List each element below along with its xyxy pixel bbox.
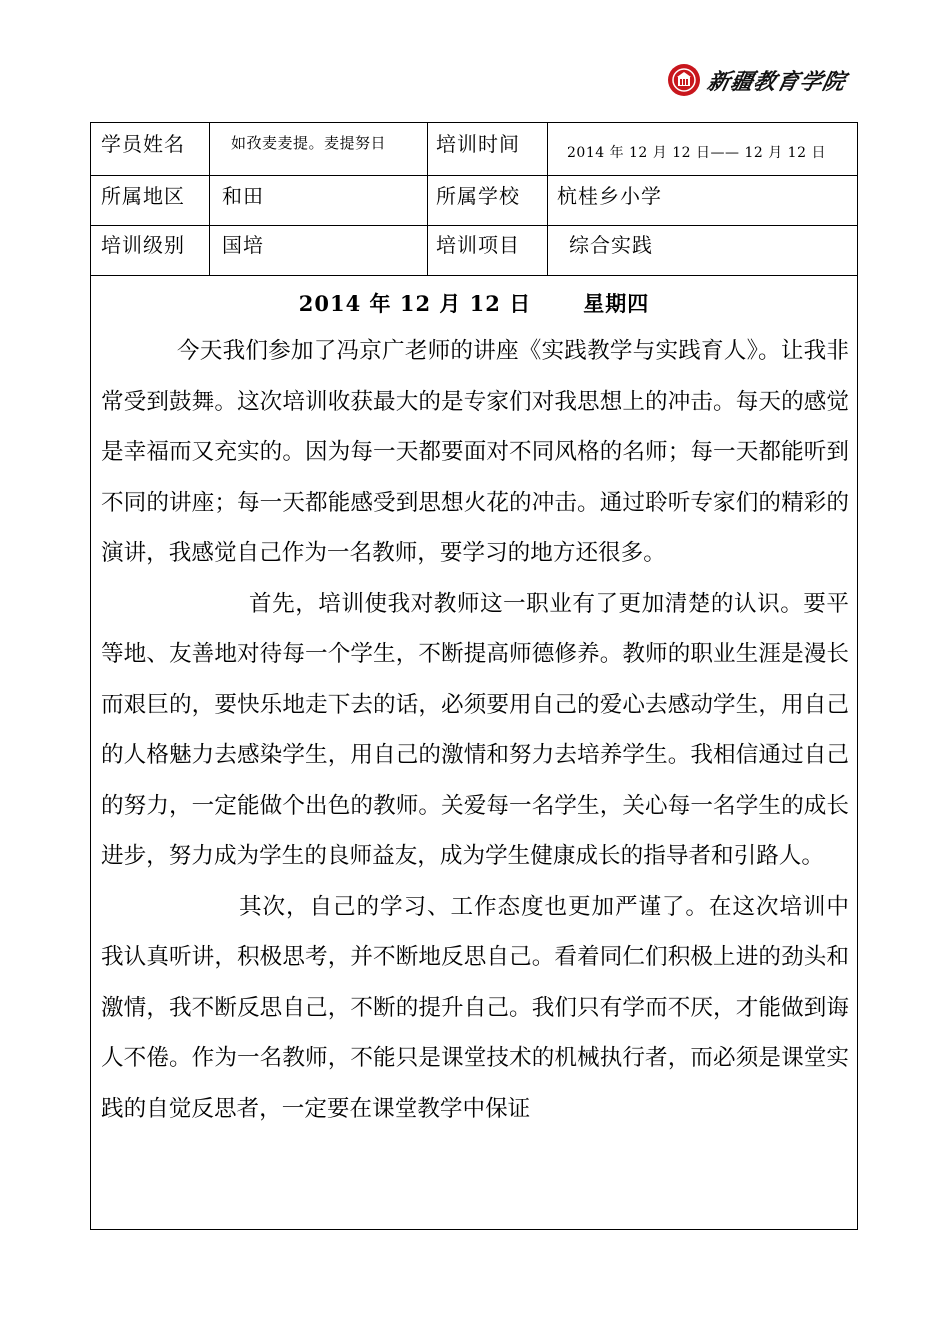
column-divider [547,123,548,276]
column-divider [209,123,210,276]
region-value: 和田 [222,184,264,208]
level-value: 国培 [222,233,264,257]
column-divider [427,123,428,276]
project-label: 培训项目 [436,233,520,257]
journal-paragraph: 今天我们参加了冯京广老师的讲座《实践教学与实践育人》。让我非常受到鼓舞。这次培训收获最大的是专家们对我思想上的冲击。每天的感觉是幸福而又充实的。因为每一天都要面对不同风格的名师；每一天都能听到不同的讲座；每一天都能感受到思想火花的冲击。通过聆听专家们的精彩的演讲，我感觉自己作为一名教师，要学习的地方还很多。 [101,338,849,566]
journal-date: 2014 年 12 月 12 日 [298,291,532,316]
name-value: 如孜麦麦提。麦提努日 [231,134,387,152]
journal-paragraph: 其次，自己的学习、工作态度也更加严谨了。在这次培训中我认真听讲，积极思考，并不断地反思自己。看着同仁们积极上进的劲头和激情，我不断反思自己，不断的提升自己。我们只有学而不厌，才能做到诲人不倦。作为一名教师，不能只是课堂技术的机械执行者，而必须是课堂实践的自觉反思者，一定要在课堂教学中保证 [101,893,849,1122]
level-label: 培训级别 [101,233,185,257]
journal-body [101,326,849,1134]
training-journal-form [90,122,858,1230]
region-label: 所属地区 [101,184,185,208]
time-label: 培训时间 [436,132,520,156]
name-label: 学员姓名 [101,132,185,156]
school-logo [668,64,849,96]
journal-date-heading [91,288,857,318]
school-seal-icon [668,64,700,96]
project-value: 综合实践 [569,233,653,257]
school-value: 杭桂乡小学 [557,184,662,208]
school-label: 所属学校 [436,184,520,208]
journal-weekday: 星期四 [583,291,650,316]
time-value: 2014 年 12 月 12 日—— 12 月 12 日 [567,145,826,161]
journal-paragraph: 首先，培训使我对教师这一职业有了更加清楚的认识。要平等地、友善地对待每一个学生，不断提高师德修养。教师的职业生涯是漫长而艰巨的，要快乐地走下去的话，必须要用自己的爱心去感动学生，用自己的人格魅力去感染学生，用自己的激情和努力去培养学生。我相信通过自己的努力，一定能做个出色的教师。关爱每一名学生，关心每一名学生的成长进步，努力成为学生的良师益友，成为学生健康成长的指导者和引路人。 [101,590,849,869]
school-name: 新疆教育学院 [704,68,849,95]
